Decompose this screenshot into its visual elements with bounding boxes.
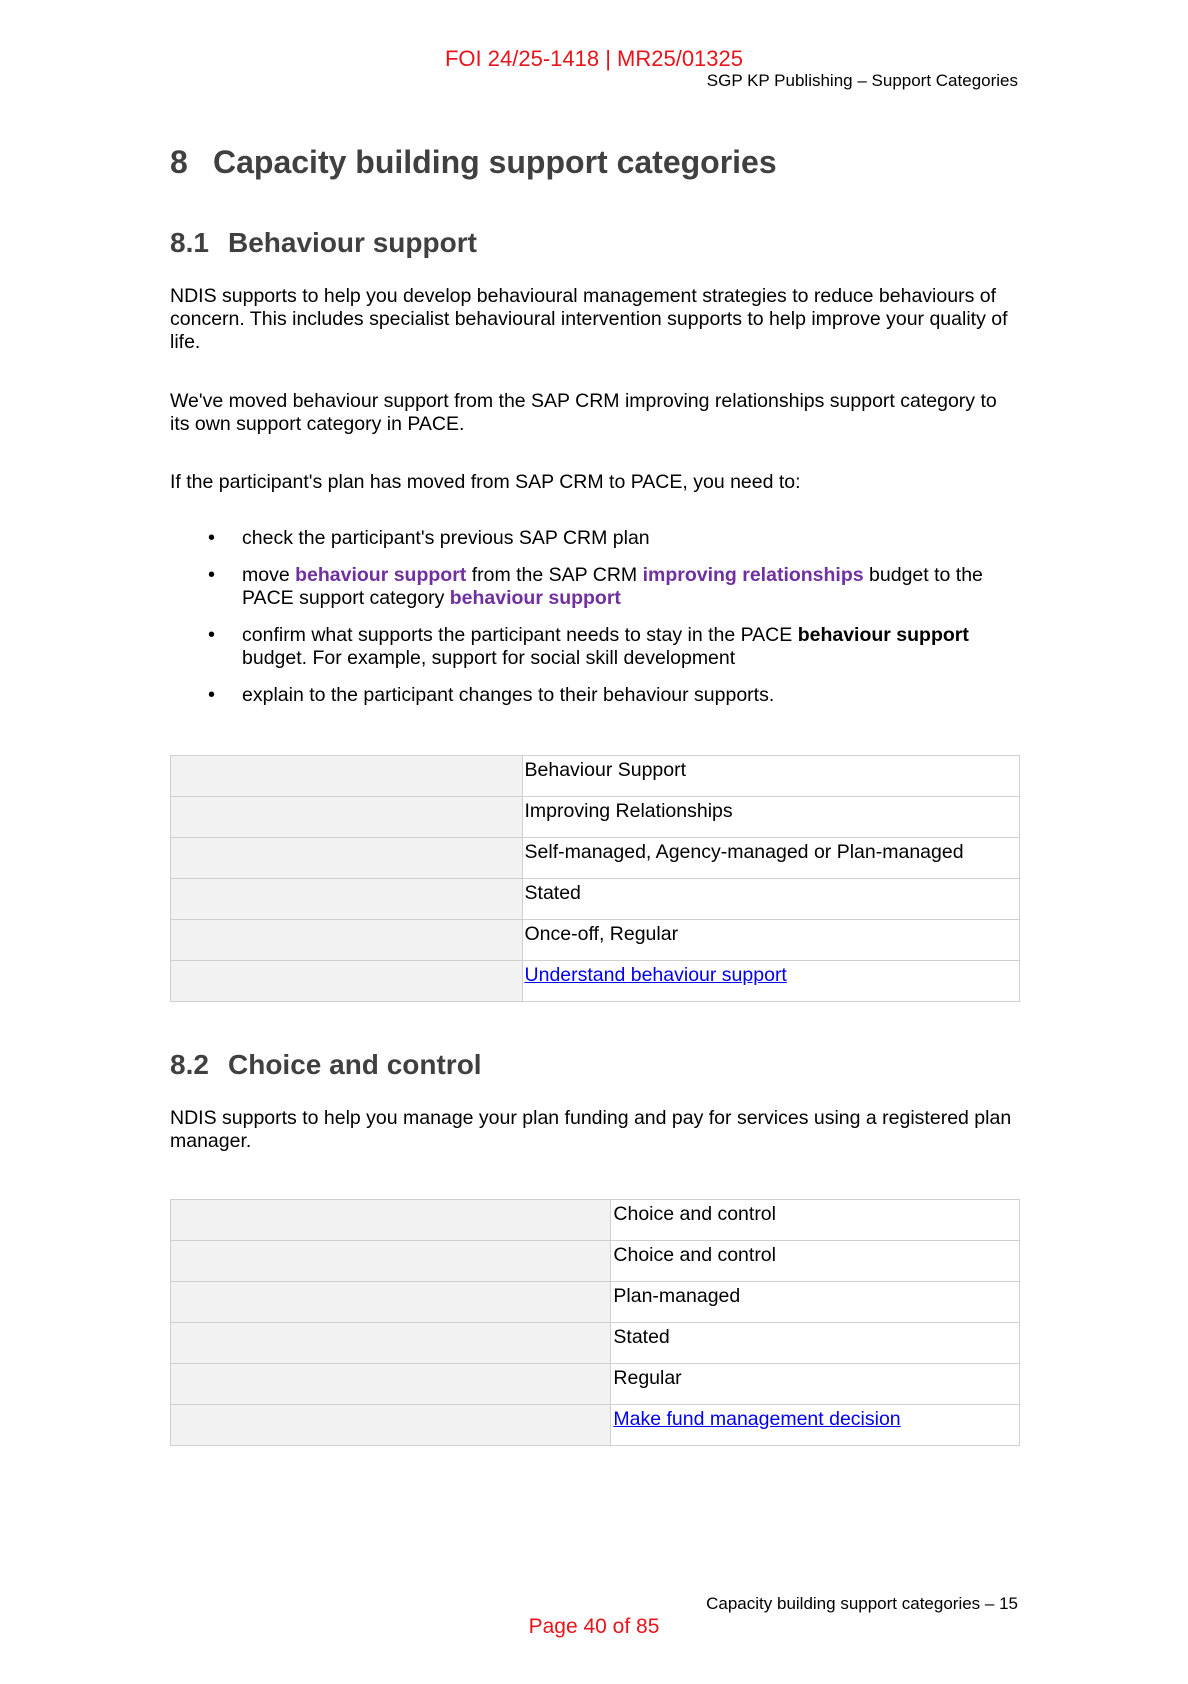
table-value-cell: Choice and control <box>611 1200 1020 1241</box>
table-row <box>171 1200 1020 1241</box>
list-item <box>170 564 1020 610</box>
list-item-text: move <box>242 564 296 586</box>
table-label-cell <box>171 879 523 920</box>
table-label-cell <box>171 1282 611 1323</box>
running-header: SGP KP Publishing – Support Categories <box>706 71 1018 90</box>
table-value-cell: Regular <box>611 1364 1020 1405</box>
list-item <box>170 527 1020 550</box>
table-label-cell <box>171 1364 611 1405</box>
list-item-text: budget. For example, support for social skill development <box>242 647 736 669</box>
choice-control-paragraph: NDIS supports to help you manage your plan funding and pay for services using a registered plan manager. <box>170 1107 1012 1152</box>
table-value-cell: Plan-managed <box>611 1282 1020 1323</box>
table-row <box>171 879 1020 920</box>
bullet-icon: • <box>208 564 216 586</box>
table-label-cell <box>171 1405 611 1446</box>
bullet-icon: • <box>208 527 216 549</box>
choice-control-table <box>170 1199 1020 1446</box>
section-number: 8.1 <box>170 227 209 258</box>
table-label-cell <box>171 756 523 797</box>
running-footer: Capacity building support categories – 15 <box>706 1594 1018 1613</box>
behaviour-support-table <box>170 755 1020 1002</box>
section-8-2-heading <box>170 1048 482 1082</box>
table-label-cell <box>171 1323 611 1364</box>
table-value-cell: Stated <box>611 1323 1020 1364</box>
table-label-cell <box>171 1200 611 1241</box>
table-row <box>171 797 1020 838</box>
table-value-cell: Once-off, Regular <box>522 920 1019 961</box>
emphasis-text: behaviour support <box>797 624 969 646</box>
section-8-heading <box>170 142 777 182</box>
table-row <box>171 756 1020 797</box>
emphasis-text: improving relationships <box>642 564 864 586</box>
table-value-cell <box>611 1405 1020 1446</box>
table-value-cell: Behaviour Support <box>522 756 1019 797</box>
table-value-cell <box>522 961 1019 1002</box>
behaviour-moved-paragraph: We've moved behaviour support from the SAP CRM improving relationships support category to its own support category in PACE. <box>170 390 997 435</box>
section-title: Capacity building support categories <box>213 144 777 180</box>
list-item-text: from the SAP CRM <box>466 564 643 586</box>
behaviour-instruction-paragraph: If the participant's plan has moved from SAP CRM to PACE, you need to: <box>170 471 801 493</box>
table-row <box>171 838 1020 879</box>
table-label-cell <box>171 797 523 838</box>
bullet-icon: • <box>208 624 216 646</box>
make-fund-management-decision-link[interactable]: Make fund management decision <box>613 1408 901 1430</box>
bullet-icon: • <box>208 684 216 706</box>
table-value-cell: Choice and control <box>611 1241 1020 1282</box>
table-value-cell: Self-managed, Agency-managed or Plan-managed <box>522 838 1019 879</box>
list-item-text: explain to the participant changes to their behaviour supports. <box>242 684 775 706</box>
table-row <box>171 1241 1020 1282</box>
foi-reference: FOI 24/25-1418 | MR25/01325 <box>444 46 743 71</box>
table-label-cell <box>171 961 523 1002</box>
table-value-cell: Stated <box>522 879 1019 920</box>
table-row <box>171 1323 1020 1364</box>
table-row <box>171 1364 1020 1405</box>
list-item <box>170 684 1020 707</box>
table-row <box>171 961 1020 1002</box>
section-8-1-heading <box>170 226 477 260</box>
list-item-text: budget to the PACE support category <box>242 564 983 609</box>
section-title: Behaviour support <box>228 227 477 258</box>
behaviour-steps-list <box>170 527 1020 721</box>
behaviour-intro-paragraph: NDIS supports to help you develop behavioural management strategies to reduce behaviours of concern. This includes specialist behavioural intervention supports to help improve your quality of life. <box>170 285 1008 353</box>
section-title: Choice and control <box>228 1049 482 1080</box>
list-item-text: confirm what supports the participant needs to stay in the PACE <box>242 624 798 646</box>
emphasis-text: behaviour support <box>295 564 467 586</box>
list-item-text: check the participant's previous SAP CRM plan <box>242 527 650 549</box>
table-row <box>171 1405 1020 1446</box>
table-value-cell: Improving Relationships <box>522 797 1019 838</box>
understand-behaviour-support-link[interactable]: Understand behaviour support <box>524 964 787 986</box>
list-item <box>170 624 1020 670</box>
table-label-cell <box>171 838 523 879</box>
emphasis-text: behaviour support <box>449 587 621 609</box>
table-label-cell <box>171 1241 611 1282</box>
section-number: 8.2 <box>170 1049 209 1080</box>
table-row <box>171 1282 1020 1323</box>
section-number: 8 <box>170 144 188 180</box>
page-number: Page 40 of 85 <box>528 1615 660 1638</box>
table-row <box>171 920 1020 961</box>
table-label-cell <box>171 920 523 961</box>
